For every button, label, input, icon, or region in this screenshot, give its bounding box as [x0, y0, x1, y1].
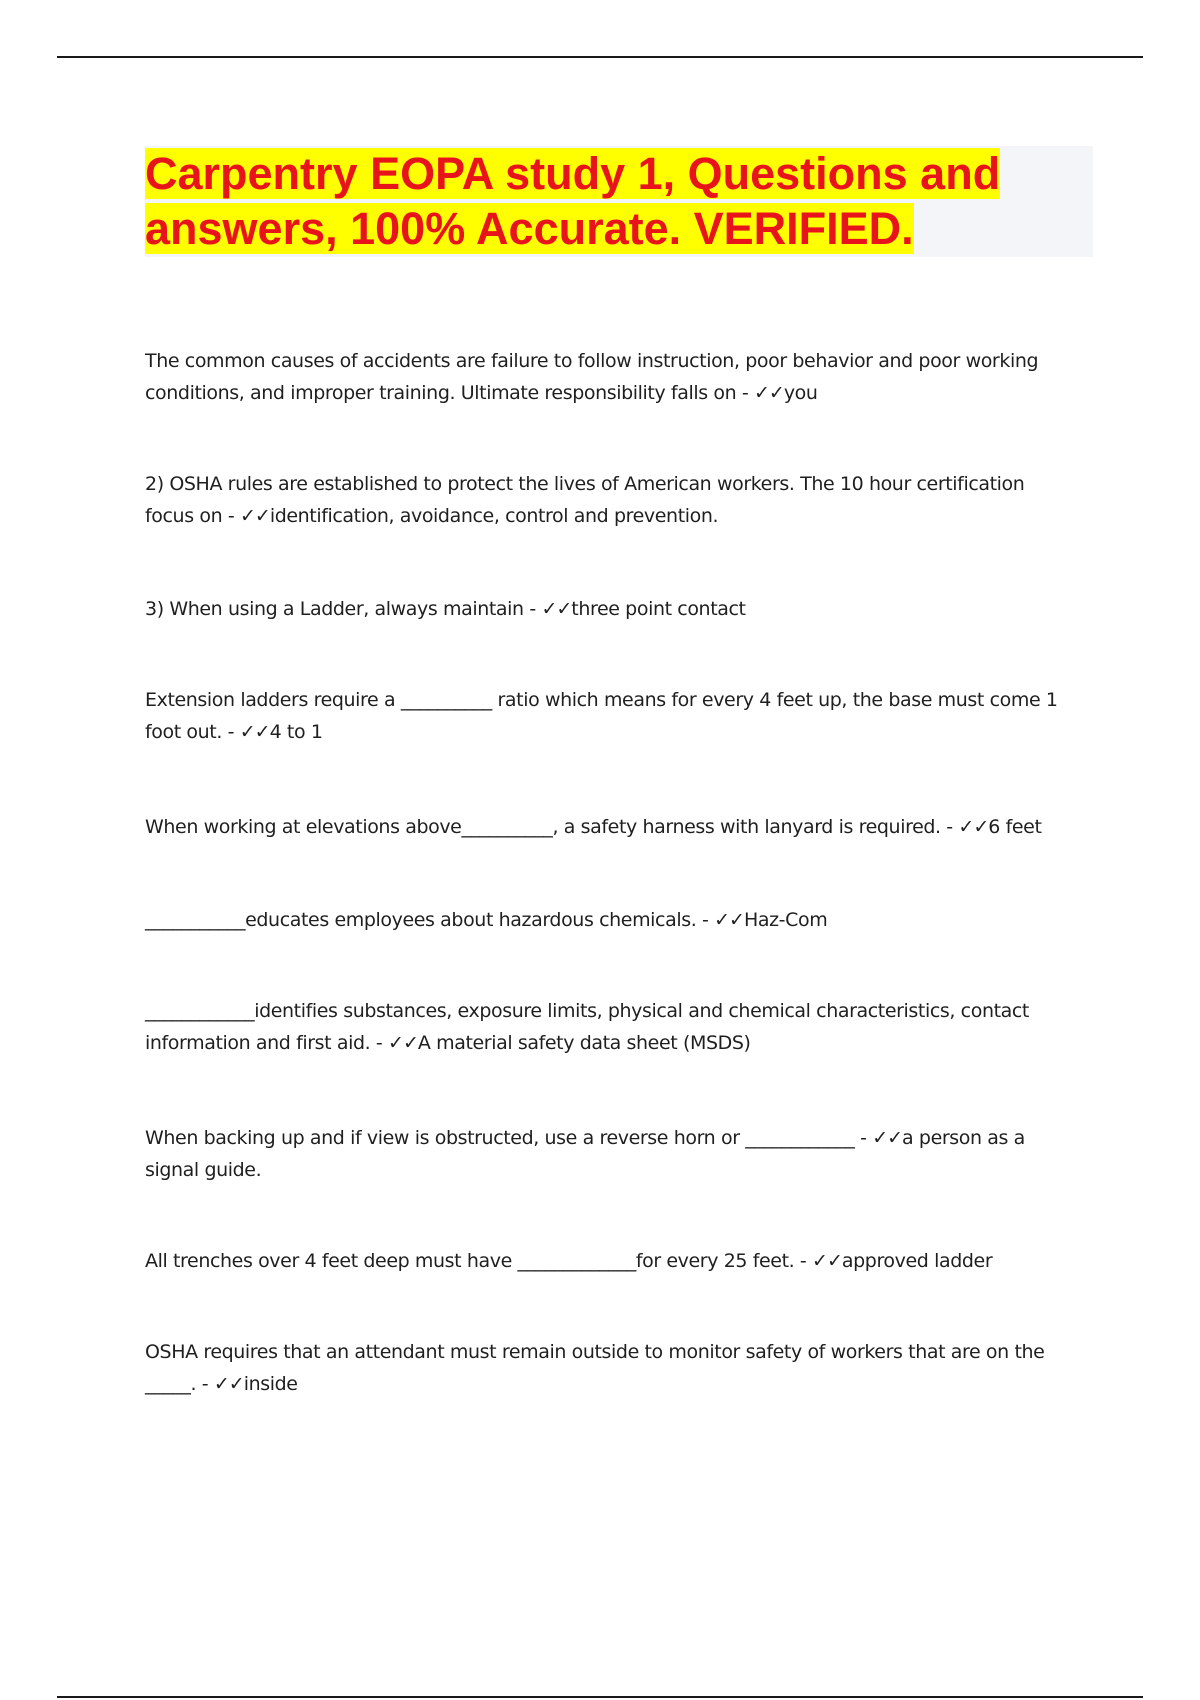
separator: - — [222, 505, 240, 527]
answer-text: identification, avoidance, control and prevention. — [269, 505, 719, 527]
double-check-icon: ✓✓ — [239, 721, 270, 743]
document-title — [145, 146, 1085, 256]
qa-item-6 — [145, 904, 1075, 936]
qa-item-8 — [145, 1122, 1075, 1186]
separator: - — [696, 909, 715, 931]
double-check-icon: ✓✓ — [753, 382, 784, 404]
separator: - — [854, 1127, 873, 1149]
qa-item-5 — [145, 811, 1075, 843]
qa-item-1 — [145, 345, 1075, 409]
qa-item-3 — [145, 593, 1075, 625]
answer-text: you — [783, 382, 818, 404]
answer-text: Haz-Com — [743, 909, 828, 931]
answer-text: inside — [243, 1373, 298, 1395]
question-text: OSHA requires that an attendant must remain outside to monitor safety of workers that are on the _____. — [145, 1341, 1045, 1395]
qa-item-2 — [145, 468, 1075, 532]
question-text: The common causes of accidents are failure to follow instruction, poor behavior and poor working conditions, and improper training. Ultimate responsibility falls on — [145, 350, 1039, 404]
answer-text: 4 to 1 — [269, 721, 323, 743]
question-text: ___________educates employees about hazardous chemicals. — [145, 909, 697, 931]
double-check-icon: ✓✓ — [714, 909, 744, 931]
separator: - — [221, 721, 240, 743]
separator: - — [370, 1032, 389, 1054]
qa-item-4 — [145, 684, 1075, 748]
double-check-icon: ✓✓ — [541, 598, 572, 620]
double-check-icon: ✓✓ — [388, 1032, 418, 1054]
double-check-icon: ✓✓ — [213, 1373, 244, 1395]
question-text: 3) When using a Ladder, always maintain — [145, 598, 524, 620]
answer-text: A material safety data sheet (MSDS) — [417, 1032, 751, 1054]
question-text: ____________identifies substances, exposure limits, physical and chemical characteristics, contact information and first aid. — [145, 1000, 1029, 1054]
answer-text: approved ladder — [841, 1250, 993, 1272]
question-text: When backing up and if view is obstructed, use a reverse horn or ____________ — [145, 1127, 855, 1149]
double-check-icon: ✓✓ — [239, 505, 270, 527]
qa-item-7 — [145, 995, 1075, 1059]
separator: - — [940, 816, 959, 838]
qa-item-10 — [145, 1336, 1075, 1400]
double-check-icon: ✓✓ — [812, 1250, 842, 1272]
separator: - — [523, 598, 542, 620]
double-check-icon: ✓✓ — [872, 1127, 903, 1149]
question-text: All trenches over 4 feet deep must have _____________for every 25 feet. — [145, 1250, 795, 1272]
double-check-icon: ✓✓ — [958, 816, 989, 838]
question-text: Extension ladders require a __________ ratio which means for every 4 feet up, the base must come 1 foot out. — [145, 689, 1058, 743]
answer-text: a person as a signal guide. — [145, 1127, 1025, 1181]
separator: - — [736, 382, 754, 404]
qa-item-9 — [145, 1245, 1075, 1277]
bottom-rule — [57, 1696, 1143, 1698]
answer-text: 6 feet — [988, 816, 1042, 838]
question-text: 2) OSHA rules are established to protect the lives of American workers. The 10 hour certification focus on — [145, 473, 1025, 527]
title-highlight: Carpentry EOPA study 1, Questions and answers, 100% Accurate. VERIFIED. — [145, 148, 1001, 254]
answer-text: three point contact — [571, 598, 746, 620]
separator: - — [196, 1373, 214, 1395]
separator: - — [794, 1250, 813, 1272]
question-text: When working at elevations above__________, a safety harness with lanyard is required. — [145, 816, 941, 838]
top-rule — [57, 56, 1143, 58]
